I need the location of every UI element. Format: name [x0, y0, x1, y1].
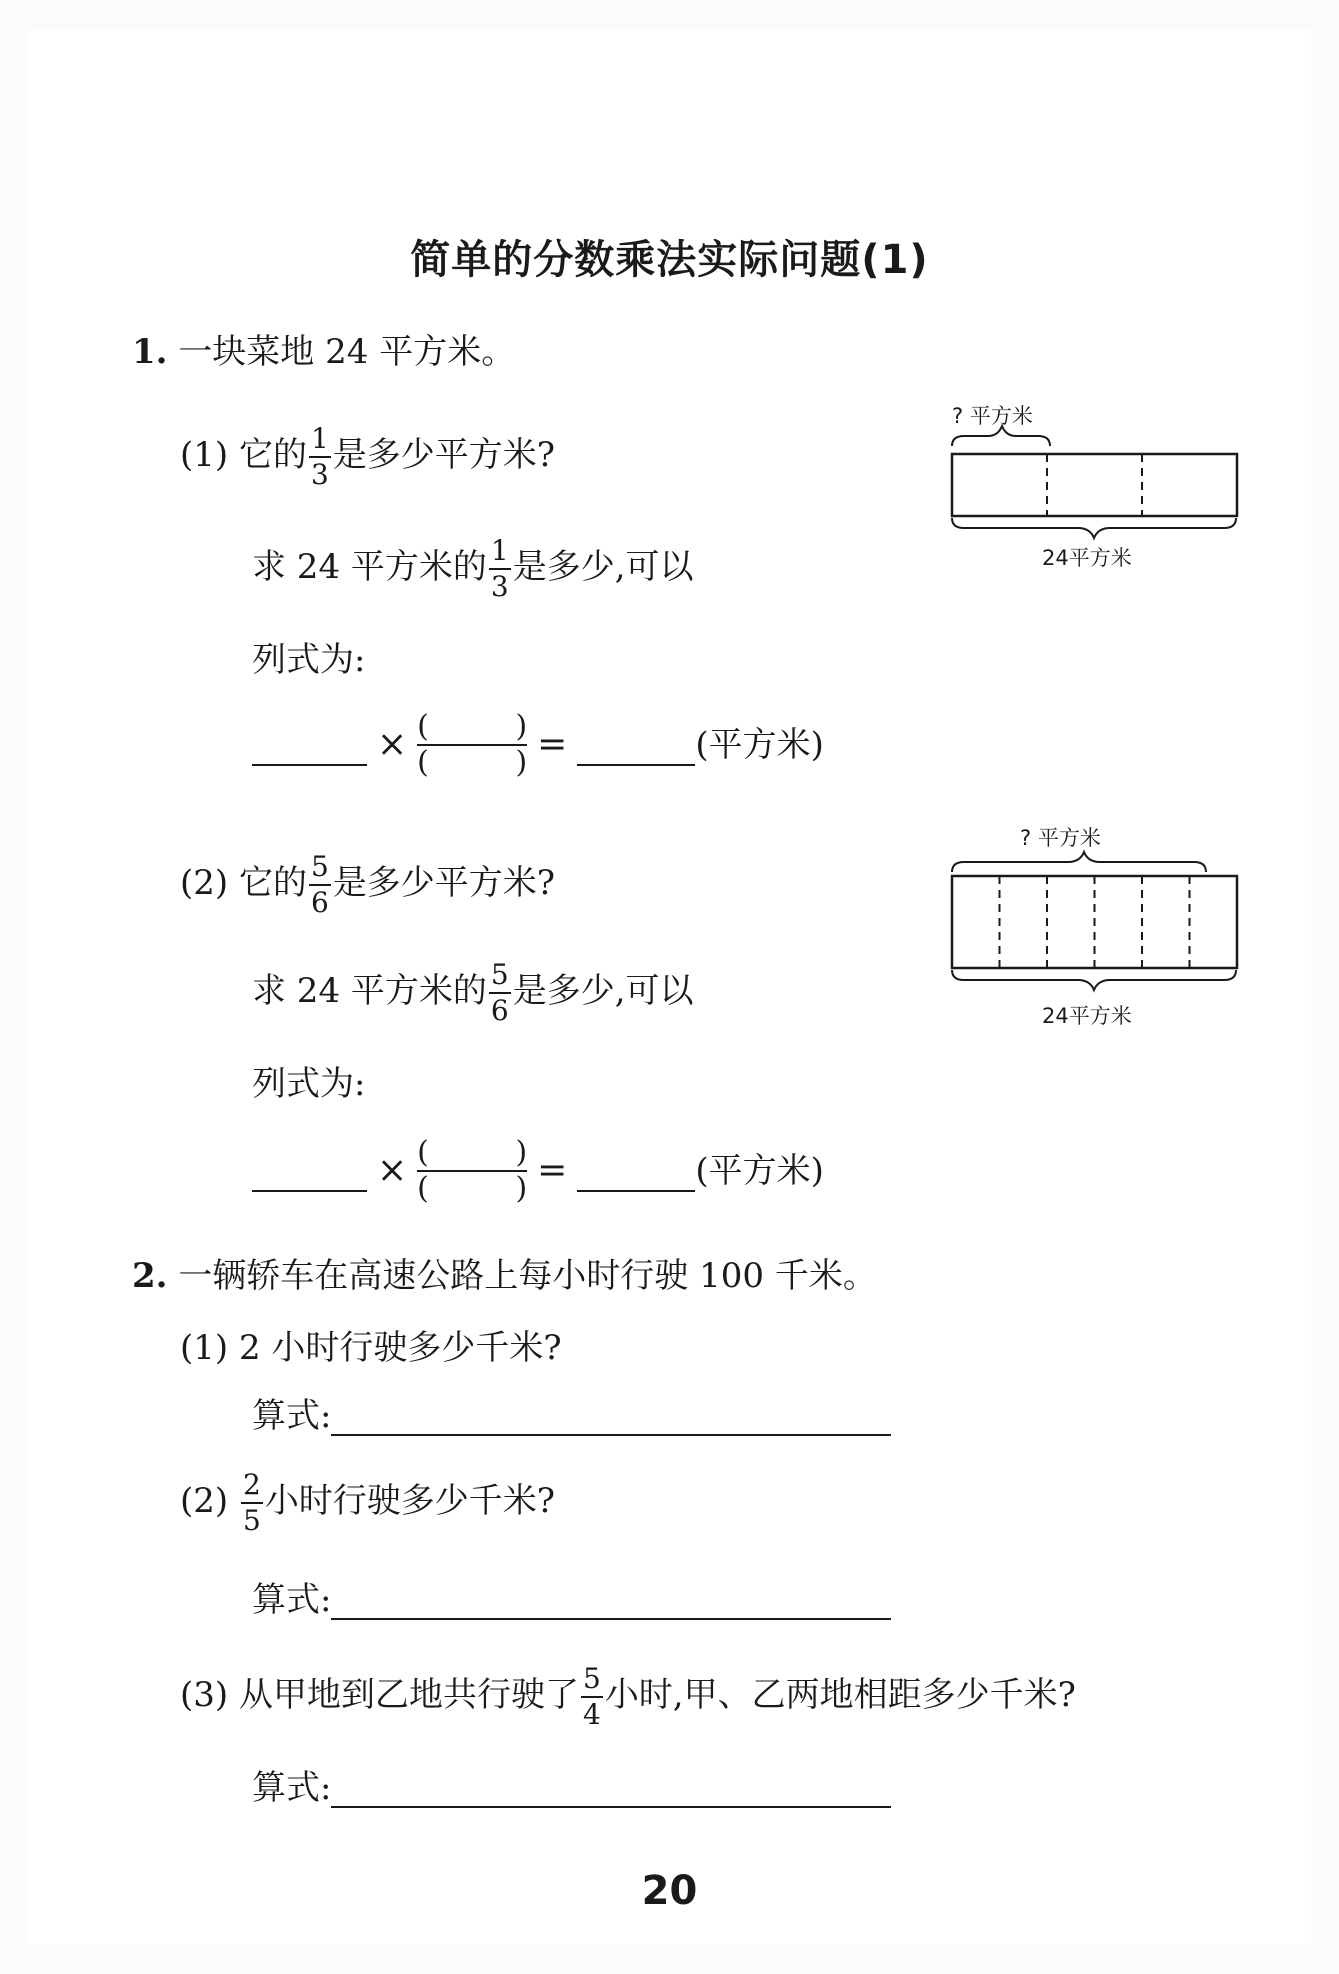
fraction	[581, 1664, 603, 1730]
equals-sign: =	[537, 1150, 568, 1191]
page-number: 20	[641, 1868, 698, 1914]
part-label: (1)	[180, 435, 229, 475]
fraction-denominator: 4	[582, 1698, 601, 1731]
part-label: (1)	[180, 1328, 229, 1368]
top-brace	[952, 852, 1206, 872]
hint-text-post: 是多少,可以	[512, 547, 694, 587]
question-1-part-2-hint2: 列式为:	[252, 1064, 366, 1104]
bottom-brace	[952, 970, 1236, 990]
question-1-part-1-equation	[252, 710, 824, 780]
bottom-brace	[952, 518, 1236, 538]
part-text: 小时行驶多少千米?	[264, 1481, 556, 1521]
hint-text-pre: 求 24 平方米的	[252, 547, 487, 587]
answer-blank-result[interactable]	[577, 1150, 695, 1192]
formula-answer-line[interactable]	[331, 1396, 891, 1436]
part-label: (2)	[180, 863, 229, 903]
bar-diagram-2	[940, 818, 1250, 1038]
whole-bar	[952, 454, 1237, 516]
fraction-denominator: 6	[310, 886, 329, 919]
fraction-numerator: 5	[309, 852, 331, 886]
question-1	[132, 332, 515, 372]
fraction-blank[interactable]	[417, 710, 527, 780]
formula-label: 算式:	[252, 1768, 332, 1808]
equals-sign: =	[537, 724, 568, 765]
fraction-blank[interactable]	[417, 1136, 527, 1206]
question-2-part-1-formula	[252, 1396, 891, 1436]
fraction	[241, 1470, 263, 1536]
question-2-part-2	[180, 1470, 555, 1536]
part-label: (2)	[180, 1481, 229, 1521]
times-sign: ×	[377, 1150, 408, 1191]
fraction-numerator: 1	[489, 536, 511, 570]
paren-open: (	[417, 1135, 429, 1170]
diagram-top-label: ? 平方米	[952, 404, 1033, 428]
question-2-part-3	[180, 1664, 1076, 1730]
fraction-numerator: 5	[489, 960, 511, 994]
question-1-part-1	[180, 424, 555, 490]
fraction-denominator: 3	[310, 458, 329, 491]
part-text-pre: 它的	[238, 435, 307, 475]
fraction-denominator: 5	[242, 1504, 261, 1537]
answer-blank-multiplicand[interactable]	[252, 724, 367, 766]
unit-label: (平方米)	[695, 725, 824, 765]
question-2-part-2-formula	[252, 1580, 891, 1620]
diagram-top-label: ? 平方米	[1020, 826, 1101, 850]
formula-label: 算式:	[252, 1580, 332, 1620]
question-1-part-2-hint	[252, 960, 694, 1026]
question-1-part-1-hint2: 列式为:	[252, 640, 366, 680]
part-text: 2 小时行驶多少千米?	[238, 1328, 562, 1368]
hint-text-post: 是多少,可以	[512, 971, 694, 1011]
part-text-post: 是多少平方米?	[332, 435, 556, 475]
fraction-numerator: 1	[309, 424, 331, 458]
part-text-pre: 它的	[238, 863, 307, 903]
fraction	[489, 960, 511, 1026]
fraction-numerator: 5	[581, 1664, 603, 1698]
part-text-pre: 从甲地到乙地共行驶了	[238, 1675, 579, 1715]
answer-blank-multiplicand[interactable]	[252, 1150, 367, 1192]
question-2-part-3-formula	[252, 1768, 891, 1808]
fraction-denominator: 3	[490, 570, 509, 603]
unit-label: (平方米)	[695, 1151, 824, 1191]
top-brace	[952, 426, 1050, 446]
question-1-number: 1.	[132, 332, 168, 372]
worksheet-title: 简单的分数乘法实际问题(1)	[410, 237, 929, 283]
paren-open: (	[417, 709, 429, 744]
hint-text-pre: 求 24 平方米的	[252, 971, 487, 1011]
formula-answer-line[interactable]	[331, 1580, 891, 1620]
question-1-stem: 一块菜地 24 平方米。	[178, 332, 516, 372]
part-text-post: 小时,甲、乙两地相距多少千米?	[604, 1675, 1076, 1715]
formula-label: 算式:	[252, 1396, 332, 1436]
fraction-numerator: 2	[241, 1470, 263, 1504]
diagram-bottom-label: 24平方米	[1042, 1004, 1132, 1028]
answer-blank-result[interactable]	[577, 724, 695, 766]
question-2	[132, 1256, 877, 1296]
paren-close: )	[515, 745, 528, 780]
part-label: (3)	[180, 1675, 229, 1715]
question-1-part-1-hint	[252, 536, 694, 602]
paren-close: )	[515, 1135, 528, 1170]
question-1-part-2	[180, 852, 555, 918]
part-text-post: 是多少平方米?	[332, 863, 556, 903]
paren-open: (	[417, 1171, 429, 1206]
fraction-denominator: 6	[490, 994, 509, 1027]
bar-diagram-1	[940, 392, 1250, 592]
question-1-part-2-equation	[252, 1136, 824, 1206]
times-sign: ×	[377, 724, 408, 765]
diagram-bottom-label: 24平方米	[1042, 546, 1132, 570]
fraction	[489, 536, 511, 602]
paren-close: )	[515, 1171, 528, 1206]
fraction	[309, 852, 331, 918]
question-2-number: 2.	[132, 1256, 168, 1296]
fraction	[309, 424, 331, 490]
paren-close: )	[515, 709, 528, 744]
formula-answer-line[interactable]	[331, 1768, 891, 1808]
question-2-part-1	[180, 1328, 562, 1368]
paren-open: (	[417, 745, 429, 780]
question-2-stem: 一辆轿车在高速公路上每小时行驶 100 千米。	[178, 1256, 877, 1296]
